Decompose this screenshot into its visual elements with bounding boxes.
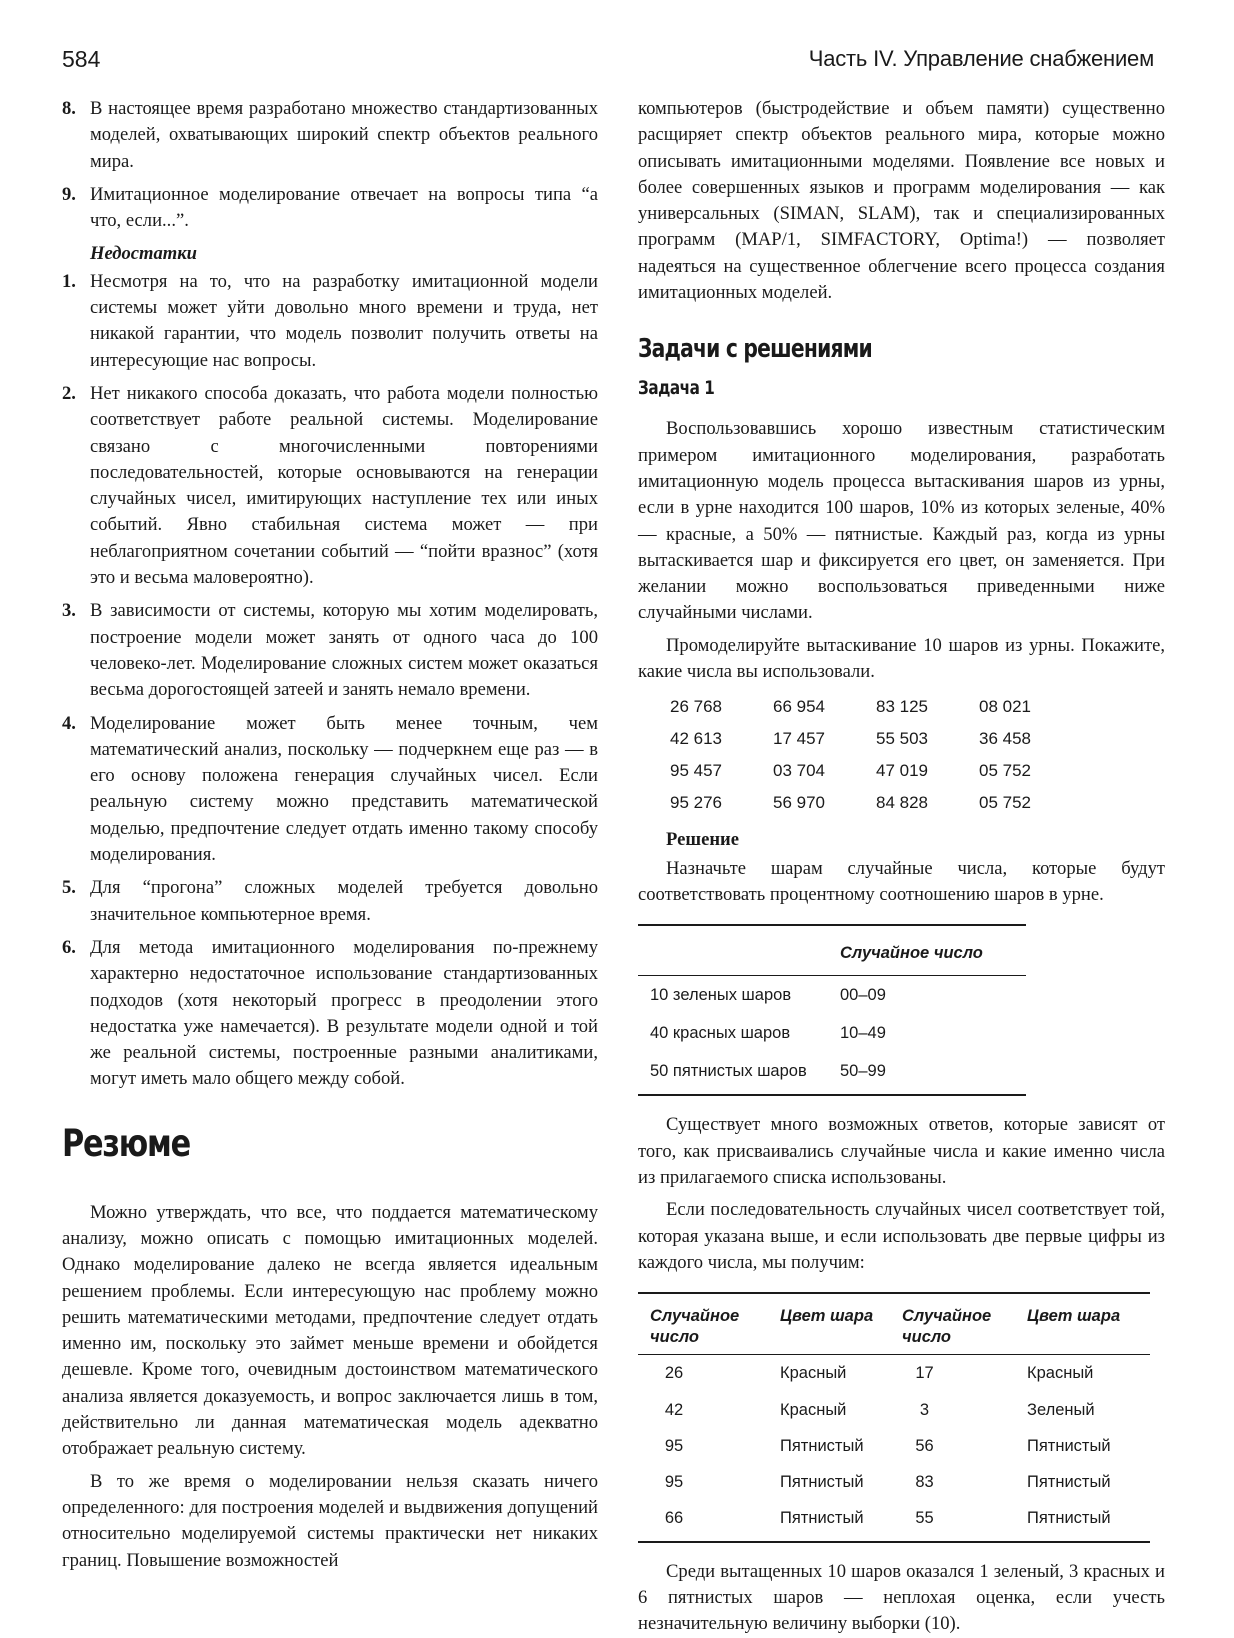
disadvantages-heading: Недостатки xyxy=(90,243,198,265)
table-cell: 83 xyxy=(915,1473,934,1492)
task-paragraph-2: Промоделируйте вытаскивание 10 шаров из урны. Покажите, какие числа вы использовали. xyxy=(638,634,1165,683)
item-number: 1. xyxy=(62,270,76,292)
table-header: Цвет шара xyxy=(780,1293,902,1355)
table-cell: 42 xyxy=(664,1400,684,1419)
item-text: Нет никакого способа доказать, что работа модели полностью соответствует работе реальной системы. Моделирование связано с многочисленными повторениями последовательностей, которые основываются на генерации случайных чисел, имитирующих наступление тех или иных событий. Явно стабильная система может — при неблагоприятном сочетании событий — “пойти вразнос” (хотя это и весьма маловероятно). xyxy=(90,382,598,589)
table-row xyxy=(638,1428,1150,1464)
list-item xyxy=(62,875,598,928)
list-item xyxy=(62,269,598,374)
item-number: 2. xyxy=(62,382,76,404)
random-number: 05 752 xyxy=(979,761,1031,781)
assignment-table xyxy=(638,924,1026,1096)
draws-table xyxy=(638,1292,1150,1542)
solution-paragraph-1: Назначьте шарам случайные числа, которые будут соответствовать процентному соотношению шаров в урне. xyxy=(638,857,1165,905)
solution-heading: Решение xyxy=(666,829,739,851)
summary-paragraph-1: Можно утверждать, что все, что поддается математическому анализу, можно описать с помощью имитационных моделей. Однако моделирование далеко не всегда является идеальным решением проблемы. Если интересующую нас проблему можно решить математическими методами, предпочтение следует отдать именно им, поскольку это займет меньше времени и обойдется дешевле. Кроме того, очевидным достоинством математического анализа является доказуемость, и вопрос заключается лишь в том, действительно ли данная математическая модель адекватно отображает реальную систему. xyxy=(62,1201,598,1460)
random-numbers-row xyxy=(670,787,1165,819)
random-number: 95 457 xyxy=(670,761,722,781)
table-header: Цвет шара xyxy=(1027,1293,1150,1355)
item-number: 3. xyxy=(62,600,76,622)
table-cell: 50 пятнистых шаров xyxy=(638,1052,840,1095)
random-numbers-grid xyxy=(670,691,1165,819)
random-number: 42 613 xyxy=(670,729,722,749)
table-row xyxy=(638,1052,1026,1095)
table-row xyxy=(638,1500,1150,1541)
table-cell: 17 xyxy=(915,1364,934,1383)
random-number: 84 828 xyxy=(876,793,928,813)
summary-paragraph-2: В то же время о моделировании нельзя сказать ничего определенного: для построения моделей и выдвижения допущений относительно моделируемой системы практически нет никаких границ. Повышение возможностей xyxy=(62,1470,598,1571)
table-cell: Красный xyxy=(780,1364,847,1383)
table-row xyxy=(638,1464,1150,1500)
table-header-row xyxy=(638,925,1026,975)
table-cell: 95 xyxy=(664,1436,684,1455)
random-number: 05 752 xyxy=(979,793,1031,813)
table-header: Случайное число xyxy=(840,925,1026,975)
table-cell: Пятнистый xyxy=(1027,1500,1150,1541)
table-cell: 40 красных шаров xyxy=(650,1023,791,1042)
page-number: 584 xyxy=(62,46,101,72)
random-number: 56 970 xyxy=(773,793,825,813)
random-number: 03 704 xyxy=(773,761,825,781)
item-number: 4. xyxy=(62,712,76,734)
table-cell: 10–49 xyxy=(840,1023,886,1042)
item-text: Моделирование может быть менее точным, чем математический анализ, поскольку — подчеркнем еще раз — в его основу положена генерация случайных чисел. Если реальную систему можно представить математической моделью, предпочтение следует отдать именно такому способу моделирования. xyxy=(90,712,598,866)
task-label: Задача 1 xyxy=(638,377,715,400)
item-number: 9. xyxy=(62,183,76,205)
item-text: В настоящее время разработано множество стандартизованных моделей, охватывающих широкий спектр объектов реального мира. xyxy=(90,98,598,172)
item-text: В зависимости от системы, которую мы хотим моделировать, построение модели может занять от одного часа до 100 человеко-лет. Моделирование сложных систем может оказаться весьма дорогостоящей затеей и занять немало времени. xyxy=(90,600,598,701)
left-column xyxy=(62,96,598,1574)
table-header-empty xyxy=(638,925,840,975)
list-item xyxy=(62,381,598,591)
table-cell: Пятнистый xyxy=(780,1500,902,1541)
table-cell: 50–99 xyxy=(840,1052,1026,1095)
table-row xyxy=(638,1014,1026,1052)
tasks-section-title: Задачи с решениями xyxy=(638,334,872,365)
item-number: 5. xyxy=(62,877,76,899)
table-cell: 26 xyxy=(664,1364,684,1383)
table-header: Случайное число xyxy=(902,1293,1027,1355)
table-row xyxy=(638,1355,1150,1392)
random-number: 83 125 xyxy=(876,697,928,717)
table-cell: 00–09 xyxy=(840,985,886,1004)
table-row xyxy=(638,975,1026,1014)
table-cell: 56 xyxy=(915,1436,934,1455)
table-cell: 66 xyxy=(638,1500,780,1541)
item-text: Для “прогона” сложных моделей требуется довольно значительное компьютерное время. xyxy=(90,877,598,925)
table-header: Случайное число xyxy=(638,1293,780,1355)
table-cell: 55 xyxy=(902,1500,1027,1541)
random-numbers-row xyxy=(670,755,1165,787)
table-row xyxy=(638,1392,1150,1428)
random-number: 08 021 xyxy=(979,697,1031,717)
random-number: 36 458 xyxy=(979,729,1031,749)
random-number: 26 768 xyxy=(670,697,722,717)
solution-paragraph-3: Если последовательность случайных чисел соответствует той, которая указана выше, и если использовать две первые цифры из каждого числа, мы получим: xyxy=(638,1199,1165,1273)
random-number: 66 954 xyxy=(773,697,825,717)
item-number: 8. xyxy=(62,98,76,119)
item-text: Имитационное моделирование отвечает на вопросы типа “а что, если...”. xyxy=(90,183,598,232)
list-item xyxy=(62,711,598,869)
list-item xyxy=(62,598,598,703)
right-column xyxy=(638,96,1165,1638)
task-paragraph-1: Воспользовавшись хорошо известным статистическим примером имитационного моделирования, разработать имитационную модель процесса вытаскивания шаров из урны, если в урне находится 100 шаров, 10% из которых зеленые, 40% — красные, а 50% — пятнистые. Каждый раз, когда из урны вытаскивается шар и фиксируется его цвет, он заменяется. При желании можно воспользоваться приведенными ниже случайными числами. xyxy=(638,418,1165,624)
solution-paragraph-2: Существует много возможных ответов, которые зависят от того, как присваивались случайные числа и какие именно числа из прилагаемого списка использованы. xyxy=(638,1114,1165,1189)
table-header-row xyxy=(638,1293,1150,1355)
table-cell: Пятнистый xyxy=(1027,1436,1111,1455)
table-cell: Красный xyxy=(780,1400,847,1419)
random-numbers-row xyxy=(670,691,1165,723)
list-item xyxy=(62,935,598,1093)
running-head: Часть IV. Управление снабжением xyxy=(808,46,1154,71)
random-number: 17 457 xyxy=(773,729,825,749)
conclusion-paragraph: Среди вытащенных 10 шаров оказался 1 зеленый, 3 красных и 6 пятнистых шаров — неплохая оценка, если учесть незначительную величину выборки (10). xyxy=(638,1560,1165,1635)
list-item xyxy=(62,96,598,175)
list-item xyxy=(62,182,598,235)
table-cell: 95 xyxy=(664,1473,684,1492)
item-text: Для метода имитационного моделирования по-прежнему характерно недостаточное использование стандартизованных подходов (хотя некоторый прогресс в преодолении этого недостатка уже намечается). В результате модели одной и той же реальной системы, построенные разными аналитиками, могут иметь мало общего между собой. xyxy=(90,936,598,1090)
table-cell: 10 зеленых шаров xyxy=(650,985,792,1004)
random-number: 55 503 xyxy=(876,729,928,749)
table-cell: Красный xyxy=(1027,1364,1094,1383)
continued-paragraph: компьютеров (быстродействие и объем памяти) существенно расщиряет спектр объектов реального мира, которые можно описывать имитационными моделями. Появление все новых и более совершенных языков и программ моделирования — как универсальных (SIMAN, SLAM), так и специализированных программ (MAP/1, SIMFACTORY, Optima!) — позволяет надеяться на существенное облегчение всего процесса создания имитационных моделей. xyxy=(638,98,1165,304)
item-text: Несмотря на то, что на разработку имитационной модели системы может уйти довольно много времени и труда, нет никакой гарантии, что модель позволит получить ответы на интересующие нас вопросы. xyxy=(90,270,598,371)
table-cell: Пятнистый xyxy=(780,1473,864,1492)
random-number: 95 276 xyxy=(670,793,722,813)
table-cell: Зеленый xyxy=(1027,1400,1095,1419)
item-number: 6. xyxy=(62,936,76,958)
summary-title: Резюме xyxy=(62,1121,190,1165)
table-cell: Пятнистый xyxy=(780,1436,864,1455)
table-cell: Пятнистый xyxy=(1027,1473,1111,1492)
table-cell: 3 xyxy=(919,1400,930,1419)
random-numbers-row xyxy=(670,723,1165,755)
random-number: 47 019 xyxy=(876,761,928,781)
